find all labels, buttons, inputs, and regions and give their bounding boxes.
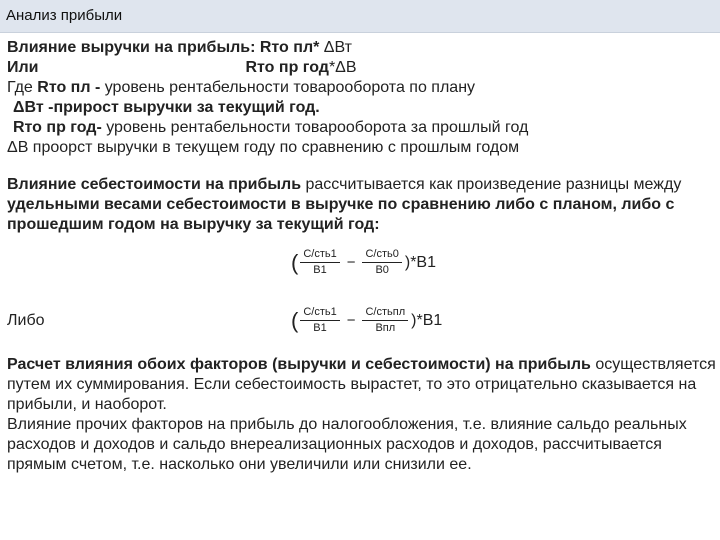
fraction-denominator: Впл [375, 322, 396, 334]
text-line [7, 118, 715, 138]
page-title: Анализ прибыли [6, 7, 123, 24]
text-line [7, 215, 715, 235]
text-line: Влияние прочих факторов на прибыль до налогообложения, т.е. влияние сальдо реальных [7, 416, 687, 433]
plain-text: осуществляется [590, 356, 716, 373]
fraction [300, 248, 339, 277]
bold-text: Влияние выручки на прибыль: Rто пл* [7, 39, 320, 56]
bold-text: Rто пр год [245, 59, 329, 76]
plain-text: уровень рентабельности товарооборота за прошлый год [101, 119, 529, 136]
fraction [362, 248, 401, 277]
bold-text: Rто пр год- [13, 119, 102, 136]
fraction-denominator: В1 [313, 322, 327, 334]
text-line [7, 175, 715, 195]
text-line [7, 195, 715, 215]
bold-text: Влияние себестоимости на прибыль [7, 176, 302, 193]
formula-previous-year [291, 306, 442, 335]
plain-text: рассчитывается как произведение разницы между [301, 176, 682, 193]
bold-text: ΔВт -прирост выручки за текущий год. [13, 99, 320, 116]
fraction-numerator: С/сть1 [300, 306, 339, 321]
fraction [300, 306, 339, 335]
formula-open-paren: ( [291, 307, 299, 333]
formula-open-paren: ( [291, 249, 299, 275]
text-line [7, 138, 715, 158]
text-line: прямым счетом, т.е. насколько они увеличили или снизили ее. [7, 456, 472, 473]
bold-text: Расчет влияния обоих факторов (выручки и себестоимости) на прибыль [7, 356, 591, 373]
plain-text: Где [7, 79, 38, 96]
plain-text: ΔВ проорст выручки в текущем году по сравнению с прошлым годом [7, 139, 520, 156]
text-block-revenue [7, 38, 715, 235]
title-bar [0, 0, 720, 33]
minus-sign: − [346, 254, 356, 271]
formula-close: )*В1 [411, 311, 443, 329]
formula-plan [291, 248, 436, 277]
plain-text: уровень рентабельности товарооборота по плану [100, 79, 476, 96]
text-line: прибыли, и наоборот. [7, 396, 167, 413]
text-line: путем их суммирования. Если себестоимость вырастет, то это отрицательно сказывается на [7, 376, 697, 393]
formula-close: )*В1 [404, 253, 436, 271]
fraction-denominator: В0 [375, 264, 389, 276]
minus-sign: − [346, 312, 356, 329]
text-line [7, 78, 715, 98]
text-line [7, 58, 715, 78]
fraction [362, 306, 408, 335]
text-block-combined [7, 355, 715, 475]
fraction-denominator: В1 [313, 264, 327, 276]
bold-text: Или [7, 59, 39, 76]
fraction-numerator: С/стьпл [362, 306, 408, 321]
plain-text: ΔВт [319, 39, 352, 56]
fraction-numerator: С/сть0 [362, 248, 401, 263]
bold-text: Rто пл - [37, 79, 101, 96]
bold-text: удельными весами себестоимости в выручке по сравнению либо с планом, либо с [7, 196, 675, 213]
text-line: расходов и доходов и сальдо внереализационных расходов и доходов, рассчитывается [7, 436, 662, 453]
fraction-numerator: С/сть1 [300, 248, 339, 263]
text-line [7, 38, 715, 58]
text-line [7, 98, 715, 118]
libo-label: Либо [7, 312, 45, 329]
text-line [7, 355, 715, 375]
bold-text: прошедшим годом на выручку за текущий год: [7, 216, 380, 233]
plain-text: *ΔВ [328, 59, 357, 76]
